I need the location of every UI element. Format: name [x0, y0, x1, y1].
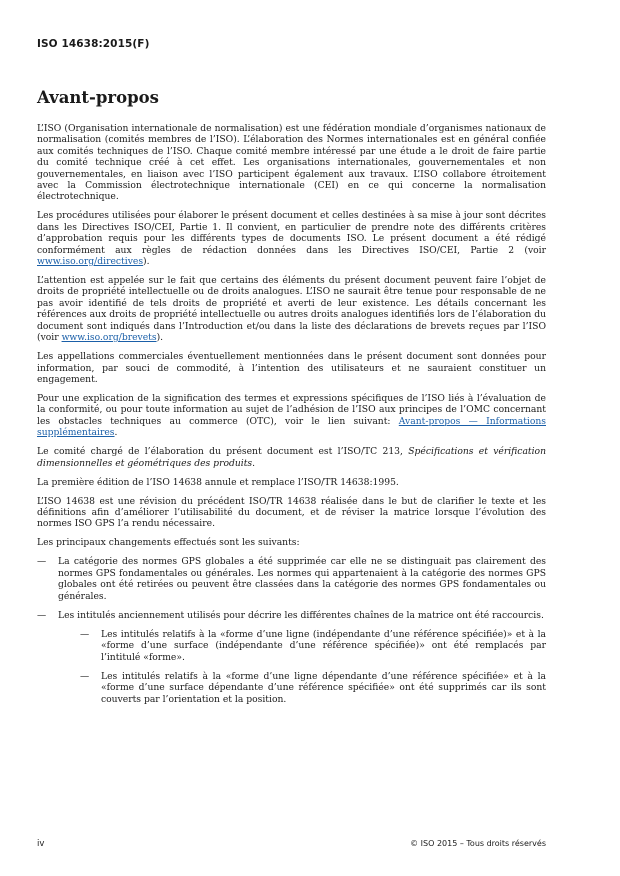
list-item-text: La catégorie des normes GPS globales a été supprimée car elle ne se distinguait pas clairement des normes GPS fondamentales ou générales. Les normes qui appartenaient à la catégorie des normes GPS globales ont été retirées ou peuvent être classées dans la catégorie des normes GPS fondamentales ou générales. [58, 556, 546, 602]
paragraph-patents [37, 275, 546, 343]
committee-title: Spécifications et vérification dimensionnelles et géométriques des produits [37, 446, 546, 469]
paragraph-changes-intro: Les principaux changements effectués sont les suivants: [37, 537, 300, 549]
sub-list-item [80, 629, 546, 663]
document-id-header: ISO 14638:2015(F) [37, 38, 150, 50]
patents-link[interactable]: www.iso.org/brevets [61, 332, 157, 344]
paragraph-end: . [252, 457, 256, 469]
dash-bullet: — [80, 628, 90, 640]
sub-list-item-text: Les intitulés relatifs à la «forme d’une ligne (indépendante d’une référence spécifiée)» et à la «forme d’une surface (indépendante d’une référence spécifiée)» ont été remplacés par l’intitulé «forme». [101, 628, 546, 663]
paragraph-trade-names: Les appellations commerciales éventuellement mentionnées dans le présent document sont données pour information, par souci de commodité, à l’intention des utilisateurs et ne sauraient constituer un engagement. [37, 351, 546, 385]
list-item-body [58, 610, 546, 713]
list-item-text: Les intitulés anciennement utilisés pour décrire les différentes chaînes de la matrice ont été raccourcis. [58, 609, 544, 621]
dash-bullet: — [80, 670, 90, 682]
paragraph-text: L’attention est appelée sur le fait que certains des éléments du présent document peuvent faire l’objet de droits de propriété intellectuelle ou de droits analogues. L’ISO ne saurait être tenue pour responsable de ne pas avoir identifié de tels droits de propriété et averti de leur existence. Les détails concernant les références aux droits de propriété intellectuelle ou autres droits analogues identifiés lors de l’élaboration du document sont indiqués dans l’Introduction et/ou dans la liste des déclarations de brevets reçues par l’ISO (voir [37, 275, 546, 344]
paragraph-revision: L’ISO 14638 est une révision du précédent ISO/TR 14638 réalisée dans le but de clarifier le texte et les définitions afin d’améliorer l’utilisabilité du document, et de réviser la matrice lorsque l’évolution des normes ISO GPS l’a rendu nécessaire. [37, 495, 546, 530]
paragraph-iso-overview: L’ISO (Organisation internationale de normalisation) est une fédération mondiale d’organismes nationaux de normalisation (comités membres de l’ISO). L’élaboration des Normes internationales est en général confiée aux comités techniques de l’ISO. Chaque comité membre intéressé par une étude a le droit de faire partie du comité technique créé à cet effet. Les organisations internationales, gouvernementales et non gouvernementales, en liaison avec l’ISO participent également aux travaux. L’ISO collabore étroitement avec la Commission électrotechnique internationale (CEI) en ce qui concerne la normalisation électrotechnique. [37, 123, 546, 203]
directives-link[interactable]: www.iso.org/directives [37, 256, 144, 268]
paragraph-edition: La première édition de l’ISO 14638 annule et remplace l’ISO/TR 14638:1995. [37, 476, 399, 488]
paragraph-text: Le comité chargé de l’élaboration du présent document est l’ISO/TC 213, [37, 446, 409, 458]
paragraph-end: . [114, 427, 118, 439]
page-number: iv [37, 839, 45, 849]
paragraph-committee [37, 446, 546, 469]
paragraph-text: Pour une explication de la signification des termes et expressions spécifiques de l’ISO liés à l’évaluation de la conformité, ou pour toute information au sujet de l’adhésion de l’ISO aux principes de l’OMC concernant les obstacles techniques au commerce (OTC), voir le lien suivant: [37, 392, 546, 427]
paragraph-procedures [37, 210, 546, 267]
copyright-notice: © ISO 2015 – Tous droits réservés [410, 839, 546, 848]
paragraph-conformity [37, 393, 546, 439]
dash-bullet: — [37, 556, 47, 568]
list-item [37, 556, 546, 602]
paragraph-text: Les procédures utilisées pour élaborer le présent document et celles destinées à sa mise à jour sont décrites dans les Directives ISO/CEI, Partie 1. Il convient, en particulier de prendre note des différents critères d’approbation requis pour les différents types de documents ISO. Le présent document a été rédigé conformément aux règles de rédaction données dans les Directives ISO/CEI, Partie 2 (voir [37, 210, 546, 256]
sub-list [58, 629, 546, 705]
paragraph-end: ). [143, 256, 150, 268]
dash-bullet: — [37, 609, 47, 621]
sub-list-item [80, 671, 546, 705]
paragraph-end: ). [156, 332, 164, 344]
list-item [37, 610, 546, 713]
foreword-body [37, 123, 546, 720]
sub-list-item-text: Les intitulés relatifs à la «forme d’une ligne dépendante d’une référence spécifiée» et à la «forme d’une surface dépendante d’une référence spécifiée» ont été supprimés car ils sont couverts par l’orientation et la position. [101, 670, 546, 705]
supplementary-info-link[interactable]: Avant-propos — Informations supplémentaires [37, 415, 546, 439]
page-title: Avant-propos [37, 88, 159, 107]
changes-list [37, 556, 546, 712]
